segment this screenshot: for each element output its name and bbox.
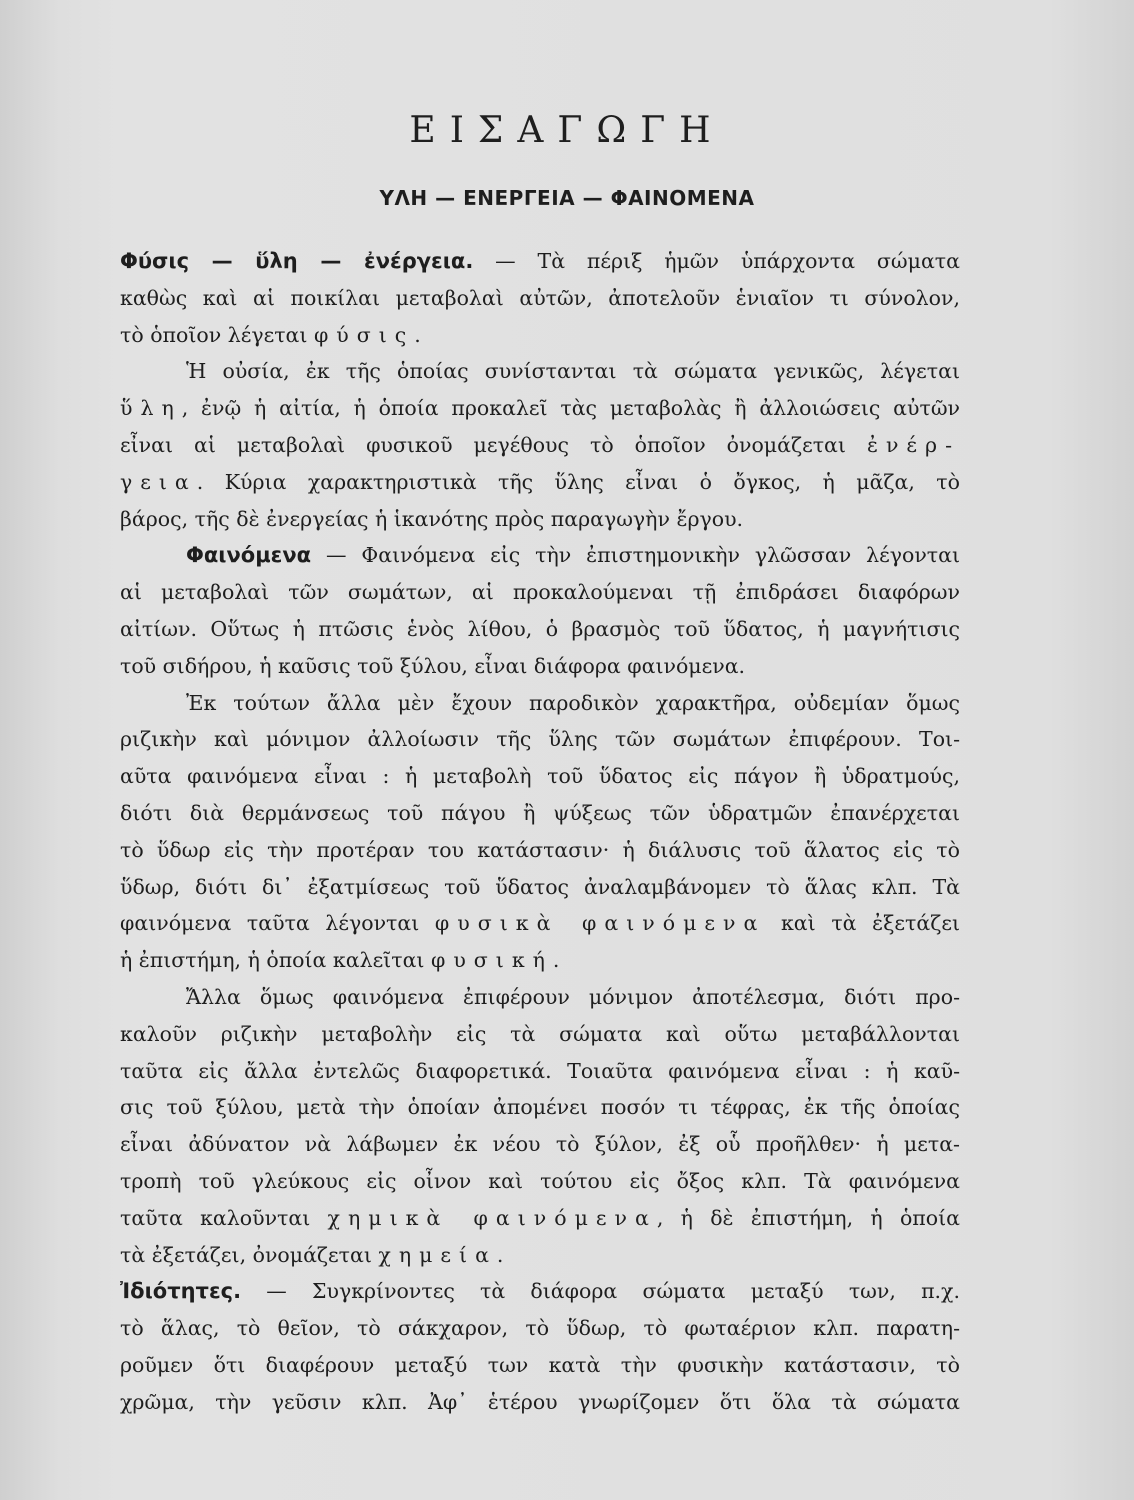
text-line: τροπὴ τοῦ γλεύκους εἰς οἶνον καὶ τούτου εἰς ὄξος κλπ. Τὰ φαινόμενα xyxy=(120,1168,960,1193)
text-line: βάρος, τῆς δὲ ἐνεργείας ἡ ἱκανότης πρὸς παραγωγὴν ἔργου. xyxy=(120,506,744,531)
text-line: Ἐκ τούτων ἄλλα μὲν ἔχουν παροδικὸν χαρακτῆρα, οὐδεμίαν ὅμως xyxy=(186,690,960,715)
emphasized-term: γεια xyxy=(120,469,197,494)
text-line: σις τοῦ ξύλου, μετὰ τὴν ὁποίαν ἀπομένει ποσόν τι τέφρας, ἐκ τῆς ὁποίας xyxy=(120,1095,960,1120)
section-heading-idiotites: Ἰδιότητες. xyxy=(120,1279,242,1304)
emphasized-term: χημικὰ φαινόμενα xyxy=(327,1205,657,1230)
text-line: ροῦμεν ὅτι διαφέρουν μεταξύ των κατὰ τὴν φυσικὴν κατάστασιν, τὸ xyxy=(120,1352,960,1377)
chapter-subtitle: ΥΛΗ — ΕΝΕΡΓΕΙΑ — ΦΑΙΝΟΜΕΝΑ xyxy=(379,186,755,210)
text-line: ἡ ἐπιστήμη, ἡ ὁποία καλεῖται φυσική. xyxy=(120,948,560,973)
section-heading-physis: Φύσις — ὕλη — ἐνέργεια. xyxy=(120,249,474,273)
emphasized-term: φυσικὰ φαινόμενα xyxy=(434,911,766,936)
text-line: γεια. Κύρια χαρακτηριστικὰ τῆς ὕλης εἶναι ὁ ὄγκος, ἡ μᾶζα, τὸ xyxy=(120,469,960,494)
text-line: ταῦτα καλοῦνται χημικὰ φαινόμενα, ἡ δὲ ἐπιστήμη, ἡ ὁποία xyxy=(120,1205,960,1230)
text-line: αῦτα φαινόμενα εἶναι : ἡ μεταβολὴ τοῦ ὕδατος εἰς πάγον ἢ ὑδρατμούς, xyxy=(120,764,960,789)
chapter-title: ΕΙΣΑΓΩΓΗ xyxy=(409,110,725,151)
text-line: φαινόμενα ταῦτα λέγονται φυσικὰ φαινόμενα καὶ τὰ ἐξετάζει xyxy=(120,911,961,936)
text-line: τὸ ὁποῖον λέγεται φύσις. xyxy=(120,322,421,347)
emphasized-term: φυσική xyxy=(430,948,553,973)
text-line: διότι διὰ θερμάνσεως τοῦ πάγου ἢ ψύξεως τῶν ὑδρατμῶν ἐπανέρχεται xyxy=(120,800,960,825)
text-line: τὸ ἅλας, τὸ θεῖον, τὸ σάκχαρον, τὸ ὕδωρ, τὸ φωταέριον κλπ. παρατη- xyxy=(120,1316,960,1341)
text-line: ταῦτα εἰς ἄλλα ἐντελῶς διαφορετικά. Τοιαῦτα φαινόμενα εἶναι : ἡ καῦ- xyxy=(120,1058,960,1083)
text-line: Ἡ οὐσία, ἐκ τῆς ὁποίας συνίστανται τὰ σώματα γενικῶς, λέγεται xyxy=(186,359,960,384)
page-body xyxy=(120,243,960,1421)
emphasized-term: χημεία xyxy=(378,1242,497,1267)
text-line: ὕλη, ἐνῷ ἡ αἰτία, ἡ ὁποία προκαλεῖ τὰς μεταβολὰς ἢ ἀλλοιώσεις αὐτῶν xyxy=(120,396,960,421)
text-line: χρῶμα, τὴν γεῦσιν κλπ. Ἀφ᾽ ἑτέρου γνωρίζομεν ὅτι ὅλα τὰ σώματα xyxy=(120,1389,960,1414)
text-line: ριζικὴν καὶ μόνιμον ἀλλοίωσιν τῆς ὕλης τῶν σωμάτων ἐπιφέρουν. Τοι- xyxy=(120,727,960,752)
text-line: εἶναι ἀδύνατον νὰ λάβωμεν ἐκ νέου τὸ ξύλον, ἐξ οὗ προῆλθεν· ἡ μετα- xyxy=(120,1132,960,1157)
text-line: Ἰδιότητες. — Συγκρίνοντες τὰ διάφορα σώματα μεταξύ των, π.χ. xyxy=(120,1279,960,1304)
text-line: τὸ ὕδωρ εἰς τὴν προτέραν του κατάστασιν· ἡ διάλυσις τοῦ ἅλατος εἰς τὸ xyxy=(120,837,960,862)
text-line: τοῦ σιδήρου, ἡ καῦσις τοῦ ξύλου, εἶναι διάφορα φαινόμενα. xyxy=(120,653,746,678)
section-heading-phainomena: Φαινόμενα xyxy=(186,543,312,568)
text-line: τὰ ἐξετάζει, ὀνομάζεται χημεία. xyxy=(120,1242,504,1267)
emphasized-term: ἐνέρ- xyxy=(866,432,960,457)
text-line: ὕδωρ, διότι δι᾽ ἐξατμίσεως τοῦ ὕδατος ἀναλαμβάνομεν τὸ ἅλας κλπ. Τὰ xyxy=(120,874,960,899)
text-line: καθὼς καὶ αἱ ποικίλαι μεταβολαὶ αὐτῶν, ἀποτελοῦν ἑνιαῖον τι σύνολον, xyxy=(120,285,960,310)
text-line: Φύσις — ὕλη — ἐνέργεια. — Τὰ πέριξ ἡμῶν ὑπάρχοντα σώματα xyxy=(120,249,960,273)
emphasized-term: ὕλη xyxy=(120,396,182,421)
text-line: εἶναι αἱ μεταβολαὶ φυσικοῦ μεγέθους τὸ ὁποῖον ὀνομάζεται ἐνέρ- xyxy=(120,432,960,457)
emphasized-term: φύσις xyxy=(313,322,415,347)
text-line: καλοῦν ριζικὴν μεταβολὴν εἰς τὰ σώματα καὶ οὕτω μεταβάλλονται xyxy=(120,1021,960,1046)
text-line: αἱ μεταβολαὶ τῶν σωμάτων, αἱ προκαλούμεναι τῇ ἐπιδράσει διαφόρων xyxy=(120,580,960,605)
text-line: Ἄλλα ὅμως φαινόμενα ἐπιφέρουν μόνιμον ἀποτέλεσμα, διότι προ- xyxy=(186,984,960,1009)
text-line: αἰτίων. Οὕτως ἡ πτῶσις ἑνὸς λίθου, ὁ βρασμὸς τοῦ ὕδατος, ἡ μαγνήτισις xyxy=(120,616,960,641)
text-line: Φαινόμενα — Φαινόμενα εἰς τὴν ἐπιστημονικὴν γλῶσσαν λέγονται xyxy=(186,543,960,568)
